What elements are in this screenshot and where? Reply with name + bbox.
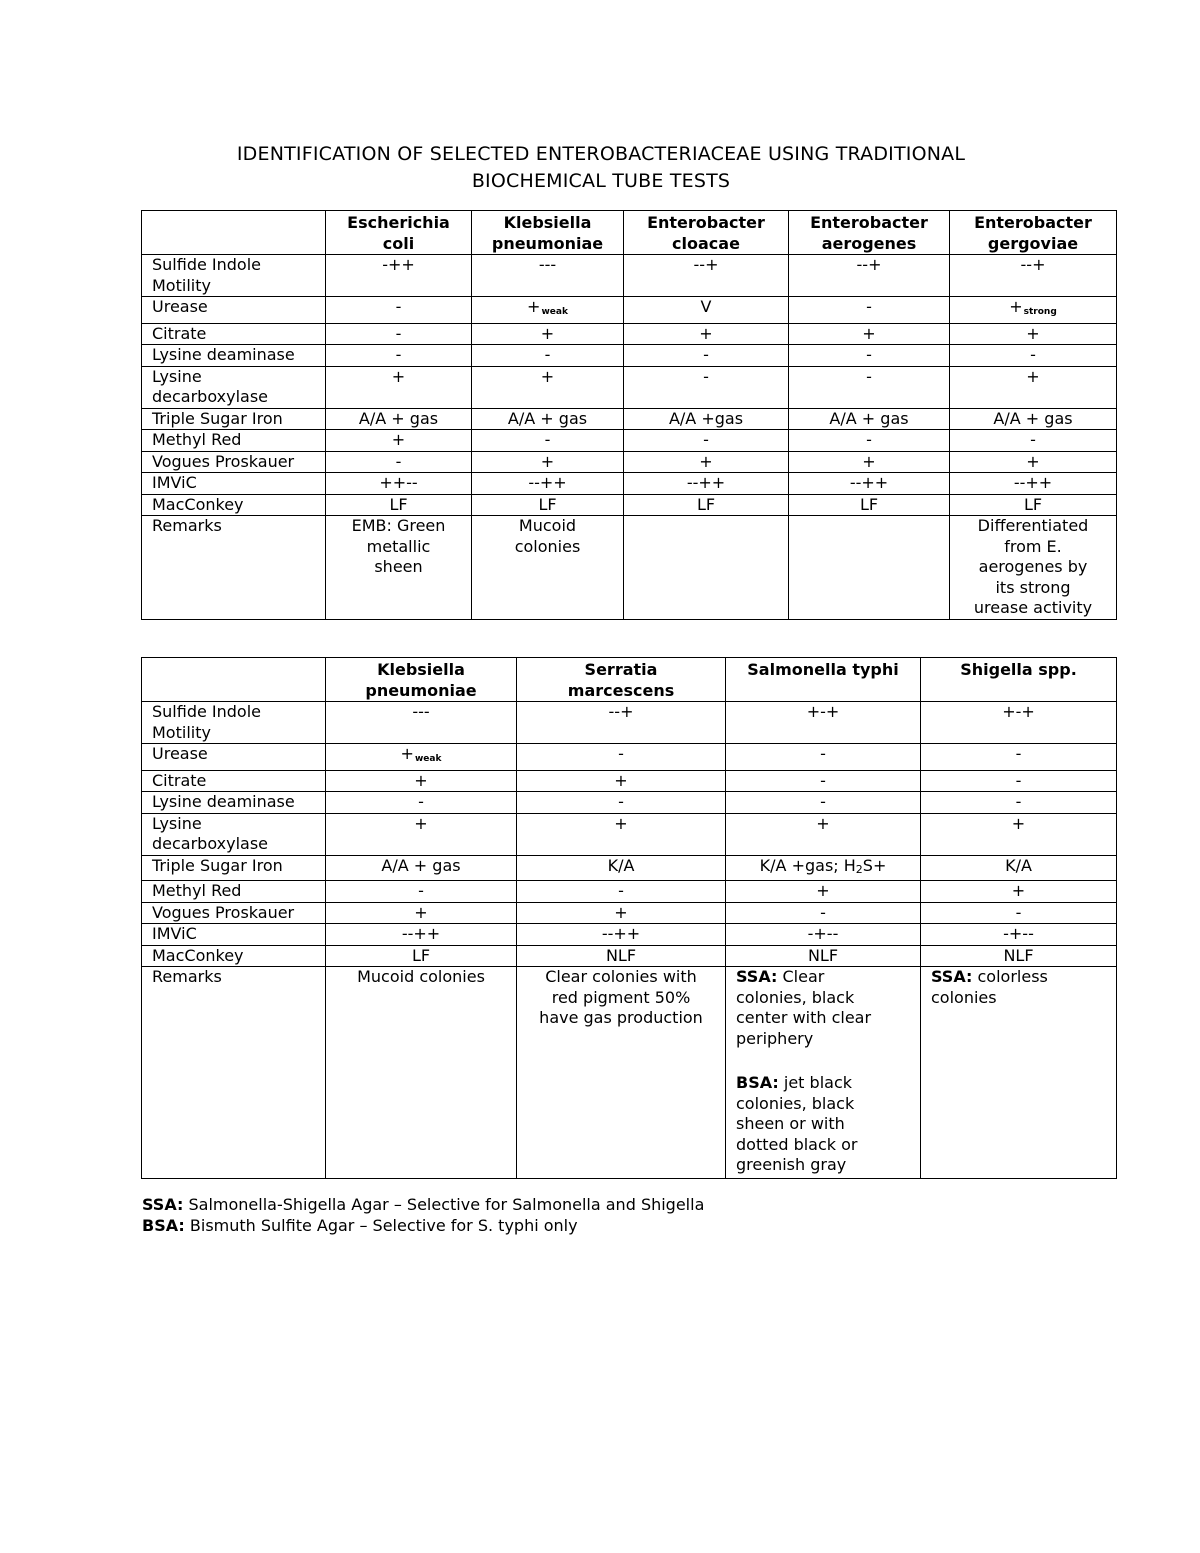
cell-value: + (326, 902, 517, 924)
cell-value: - (517, 744, 726, 771)
table-others (141, 657, 1117, 1179)
cell-value: - (921, 902, 1117, 924)
table-row (142, 323, 1117, 345)
cell-value: - (789, 366, 950, 408)
cell-value: A/A + gas (326, 408, 472, 430)
bsa-label: BSA: (736, 1073, 779, 1092)
cell-value: + (517, 813, 726, 855)
cell-value: --++ (472, 473, 624, 495)
table-row (142, 945, 1117, 967)
row-label-remarks: Remarks (142, 967, 326, 1179)
cell-value: + (472, 451, 624, 473)
row-label-remarks: Remarks (142, 516, 326, 620)
cell-value: +-+ (921, 702, 1117, 744)
cell-value: --++ (517, 924, 726, 946)
table-row (142, 516, 1117, 620)
cell-value: K/A (517, 855, 726, 881)
cell-value: LF (326, 945, 517, 967)
cell-value: - (726, 792, 921, 814)
cell-remarks: SSA: Clear colonies, black center with clear periphery BSA: jet black colonies, black sheen or with dotted black or greenish gray (726, 967, 921, 1179)
header-enterobacter-gergoviae: Enterobacter gergoviae (950, 211, 1117, 255)
table-row (142, 366, 1117, 408)
row-label-lysine-deaminase: Lysine deaminase (142, 792, 326, 814)
table-header-row (142, 658, 1117, 702)
cell-value: + (726, 813, 921, 855)
cell-remarks: SSA: colorless colonies (921, 967, 1117, 1179)
cell-value: --++ (624, 473, 789, 495)
cell-value: + (326, 813, 517, 855)
cell-value: - (789, 345, 950, 367)
cell-value: LF (472, 494, 624, 516)
table-row (142, 902, 1117, 924)
table-row (142, 855, 1117, 881)
cell-value: - (921, 770, 1117, 792)
header-salmonella-typhi: Salmonella typhi (726, 658, 921, 702)
cell-remarks: Mucoid colonies (326, 967, 517, 1179)
cell-value: A/A +gas (624, 408, 789, 430)
cell-value: + (950, 323, 1117, 345)
cell-value: + (326, 430, 472, 452)
cell-value: -++ (326, 255, 472, 297)
cell-value: --+ (950, 255, 1117, 297)
cell-value: - (472, 430, 624, 452)
cell-value: + (624, 451, 789, 473)
table-row (142, 813, 1117, 855)
table-row (142, 967, 1117, 1179)
row-label-citrate: Citrate (142, 323, 326, 345)
cell-value: + (472, 323, 624, 345)
cell-value: $+_{weak}$ (326, 744, 517, 771)
cell-value: --- (326, 702, 517, 744)
cell-value: $+_{weak}$ (472, 297, 624, 324)
ssa-label: SSA: (931, 967, 973, 986)
cell-value: LF (624, 494, 789, 516)
cell-value: + (624, 323, 789, 345)
footnote-ssa: SSA: Salmonella-Shigella Agar – Selective for Salmonella and Shigella (142, 1195, 705, 1214)
cell-value: + (726, 881, 921, 903)
cell-value: - (326, 297, 472, 324)
cell-value: LF (950, 494, 1117, 516)
cell-value: - (472, 345, 624, 367)
cell-value: --++ (950, 473, 1117, 495)
table-row (142, 770, 1117, 792)
cell-value: --++ (326, 924, 517, 946)
cell-value: - (921, 744, 1117, 771)
table-row (142, 494, 1117, 516)
cell-value: - (326, 451, 472, 473)
cell-remarks: EMB: Green metallic sheen (326, 516, 472, 620)
cell-remarks: Clear colonies with red pigment 50% have gas production (517, 967, 726, 1179)
cell-value: - (624, 430, 789, 452)
cell-value: - (726, 770, 921, 792)
cell-value: + (789, 323, 950, 345)
cell-value: --+ (624, 255, 789, 297)
cell-value: + (921, 881, 1117, 903)
row-label-imvic: IMViC (142, 924, 326, 946)
cell-value: K/A (921, 855, 1117, 881)
cell-value: - (624, 345, 789, 367)
page-title-line-2: BIOCHEMICAL TUBE TESTS (471, 170, 731, 192)
row-label-vogues-proskauer: Vogues Proskauer (142, 451, 326, 473)
cell-value: A/A + gas (950, 408, 1117, 430)
cell-value: - (789, 430, 950, 452)
subscript: weak (414, 754, 442, 764)
cell-value: - (726, 902, 921, 924)
cell-value: - (326, 323, 472, 345)
cell-value: NLF (517, 945, 726, 967)
header-escherichia-coli: Escherichia coli (326, 211, 472, 255)
cell-value: --+ (789, 255, 950, 297)
row-label-urease: Urease (142, 744, 326, 771)
cell-value: ++-- (326, 473, 472, 495)
cell-value: K/A +gas; H2S+ (726, 855, 921, 881)
footnotes (142, 1195, 704, 1236)
cell-value: --- (472, 255, 624, 297)
table-header-row (142, 211, 1117, 255)
cell-value: LF (326, 494, 472, 516)
header-blank (142, 658, 326, 702)
row-label-urease: Urease (142, 297, 326, 324)
header-blank (142, 211, 326, 255)
table-row (142, 345, 1117, 367)
header-serratia-marcescens: Serratia marcescens (517, 658, 726, 702)
cell-value: + (326, 770, 517, 792)
cell-value: NLF (921, 945, 1117, 967)
table-row (142, 792, 1117, 814)
header-klebsiella-pneumoniae: Klebsiella pneumoniae (472, 211, 624, 255)
row-label-imvic: IMViC (142, 473, 326, 495)
row-label-lysine-decarboxylase: Lysine decarboxylase (142, 366, 326, 408)
table-row (142, 297, 1117, 324)
cell-value: - (950, 345, 1117, 367)
cell-value: - (921, 792, 1117, 814)
cell-value: - (726, 744, 921, 771)
cell-value: - (624, 366, 789, 408)
cell-remarks: Mucoid colonies (472, 516, 624, 620)
cell-value: --+ (517, 702, 726, 744)
cell-remarks (789, 516, 950, 620)
page-title (142, 141, 1060, 195)
subscript: weak (541, 307, 568, 317)
cell-value: + (950, 451, 1117, 473)
cell-value: V (624, 297, 789, 324)
cell-value: + (517, 770, 726, 792)
ssa-label: SSA: (736, 967, 778, 986)
row-label-citrate: Citrate (142, 770, 326, 792)
header-enterobacter-cloacae: Enterobacter cloacae (624, 211, 789, 255)
header-shigella-spp: Shigella spp. (921, 658, 1117, 702)
header-klebsiella-pneumoniae: Klebsiella pneumoniae (326, 658, 517, 702)
cell-value: + (950, 366, 1117, 408)
row-label-lysine-decarboxylase: Lysine decarboxylase (142, 813, 326, 855)
cell-value: LF (789, 494, 950, 516)
row-label-vogues-proskauer: Vogues Proskauer (142, 902, 326, 924)
table-row (142, 408, 1117, 430)
row-label-methyl-red: Methyl Red (142, 881, 326, 903)
cell-value: + (789, 451, 950, 473)
row-label-sim: Sulfide Indole Motility (142, 255, 326, 297)
cell-value: - (326, 792, 517, 814)
row-label-macconkey: MacConkey (142, 494, 326, 516)
table-row (142, 881, 1117, 903)
page-title-line-1: IDENTIFICATION OF SELECTED ENTEROBACTERIACEAE USING TRADITIONAL (236, 143, 966, 165)
cell-value: + (517, 902, 726, 924)
cell-remarks (624, 516, 789, 620)
cell-value: --++ (789, 473, 950, 495)
cell-value: - (950, 430, 1117, 452)
cell-value: + (326, 366, 472, 408)
header-enterobacter-aerogenes: Enterobacter aerogenes (789, 211, 950, 255)
cell-value: $+_{strong}$ (950, 297, 1117, 324)
cell-value: - (789, 297, 950, 324)
table-row (142, 451, 1117, 473)
cell-value: -+-- (921, 924, 1117, 946)
cell-value: - (517, 792, 726, 814)
table-row (142, 702, 1117, 744)
cell-value: -+-- (726, 924, 921, 946)
cell-value: A/A + gas (472, 408, 624, 430)
table-enterobacter (141, 210, 1117, 620)
cell-remarks: Differentiated from E. aerogenes by its strong urease activity (950, 516, 1117, 620)
cell-value: A/A + gas (789, 408, 950, 430)
cell-value: NLF (726, 945, 921, 967)
subscript: strong (1023, 307, 1057, 317)
row-label-sim: Sulfide Indole Motility (142, 702, 326, 744)
row-label-macconkey: MacConkey (142, 945, 326, 967)
row-label-lysine-deaminase: Lysine deaminase (142, 345, 326, 367)
cell-value: + (472, 366, 624, 408)
cell-value: A/A + gas (326, 855, 517, 881)
row-label-tsi: Triple Sugar Iron (142, 408, 326, 430)
cell-value: +-+ (726, 702, 921, 744)
table-row (142, 924, 1117, 946)
subscript: 2 (855, 862, 863, 876)
table-row (142, 473, 1117, 495)
footnote-bsa: BSA: Bismuth Sulfite Agar – Selective for S. typhi only (142, 1215, 578, 1235)
cell-value: - (326, 881, 517, 903)
table-row (142, 255, 1117, 297)
row-label-tsi: Triple Sugar Iron (142, 855, 326, 881)
table-row (142, 744, 1117, 771)
cell-value: - (326, 345, 472, 367)
cell-value: - (517, 881, 726, 903)
cell-value: + (921, 813, 1117, 855)
table-row (142, 430, 1117, 452)
row-label-methyl-red: Methyl Red (142, 430, 326, 452)
